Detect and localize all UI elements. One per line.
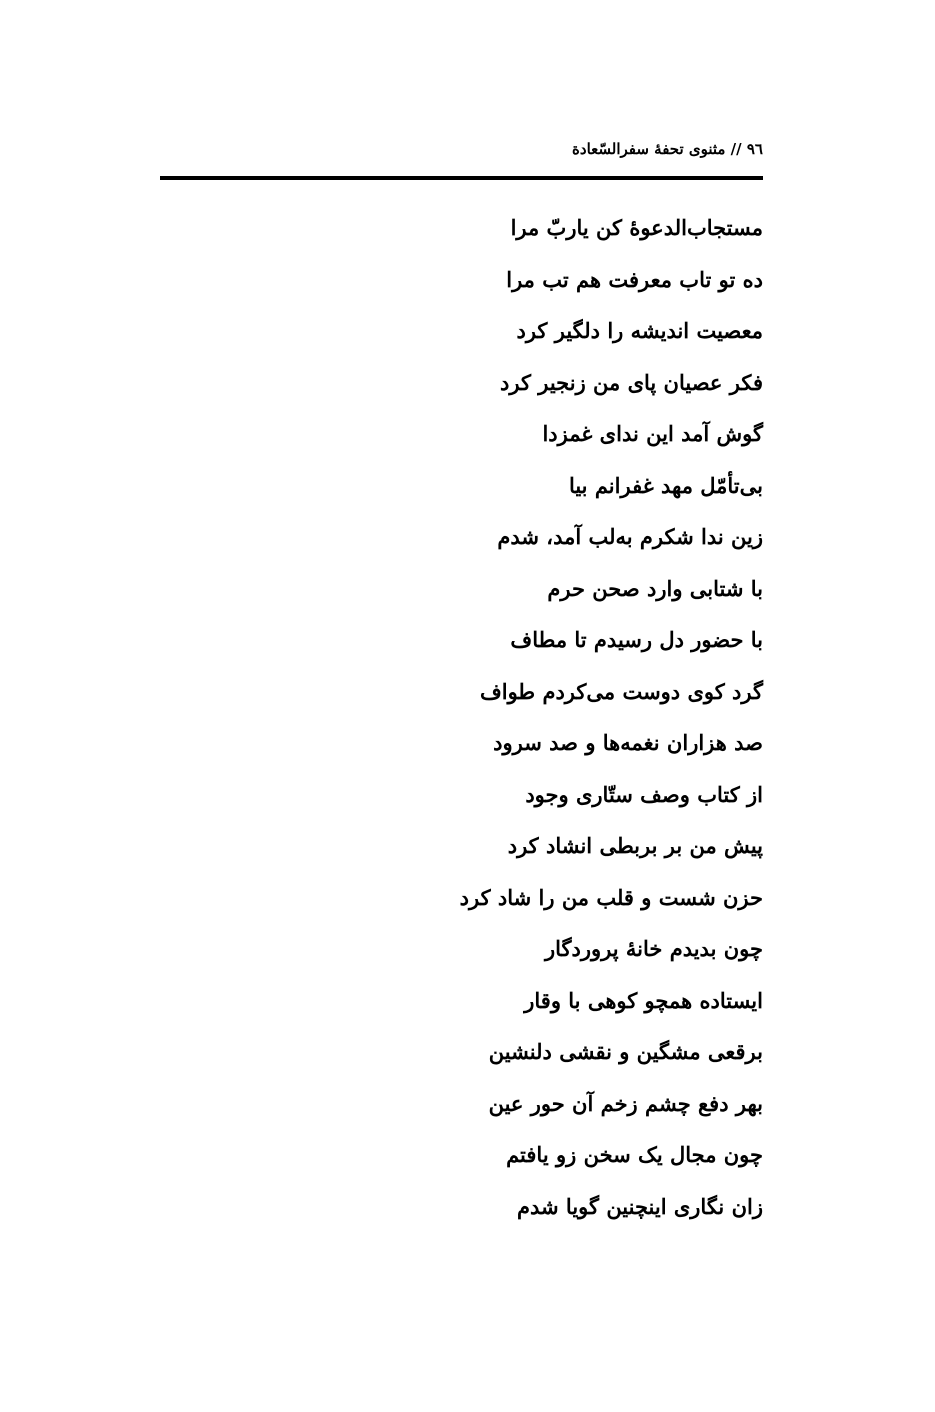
verse: زین ندا شکرم به‌لب آمد، شدم — [497, 524, 763, 549]
verse: با حضور دل رسیدم تا مطاف — [510, 627, 763, 652]
verse: گرد کوی دوست می‌کردم طواف — [479, 678, 763, 704]
verse: گوش آمد این ندای غمزدا — [542, 421, 763, 446]
verse: بهر دفع چشم زخم آن حور عین — [488, 1090, 763, 1116]
verse: با شتابی وارد صحن حرم — [547, 575, 763, 601]
verse: بی‌تأمّل مهد غفرانم بیا — [568, 472, 763, 498]
verse: برقعی مشگین و نقشی دلنشین — [488, 1039, 763, 1064]
verse: پیش من بر بربطی انشاد کرد — [507, 833, 763, 858]
verse: از کتاب وصف ستّاری وجود — [525, 781, 763, 807]
verse: حزن شست و قلب من را شاد کرد — [459, 884, 763, 910]
book-title: مثنوی تحفهٔ سفرالسّعادة — [572, 140, 726, 158]
verse: زان نگاری اینچنین گویا شدم — [516, 1193, 763, 1219]
verse: چون بدیدم خانهٔ پروردگار — [544, 936, 763, 961]
verse: ایستاده همچو کوهی با وقار — [524, 987, 763, 1013]
verse: چون مجال یک سخن زو یافتم — [506, 1142, 763, 1167]
header-separator: // — [730, 140, 742, 158]
verse: مستجاب‌الدعوه‌ٔ کن یاربّ مرا — [510, 215, 763, 240]
verse: معصیت اندیشه را دلگیر کرد — [516, 318, 763, 343]
poem-verses — [160, 208, 763, 1238]
verse: ده تو تاب معرفت هم تب مرا — [506, 266, 763, 292]
verse: صد هزاران نغمه‌ها و صد سرود — [493, 730, 763, 755]
header-rule — [160, 176, 763, 180]
verse: فکر عصیان پای من زنجیر کرد — [500, 369, 763, 395]
running-header — [160, 140, 763, 170]
page-number: ٩٦ — [746, 140, 763, 158]
